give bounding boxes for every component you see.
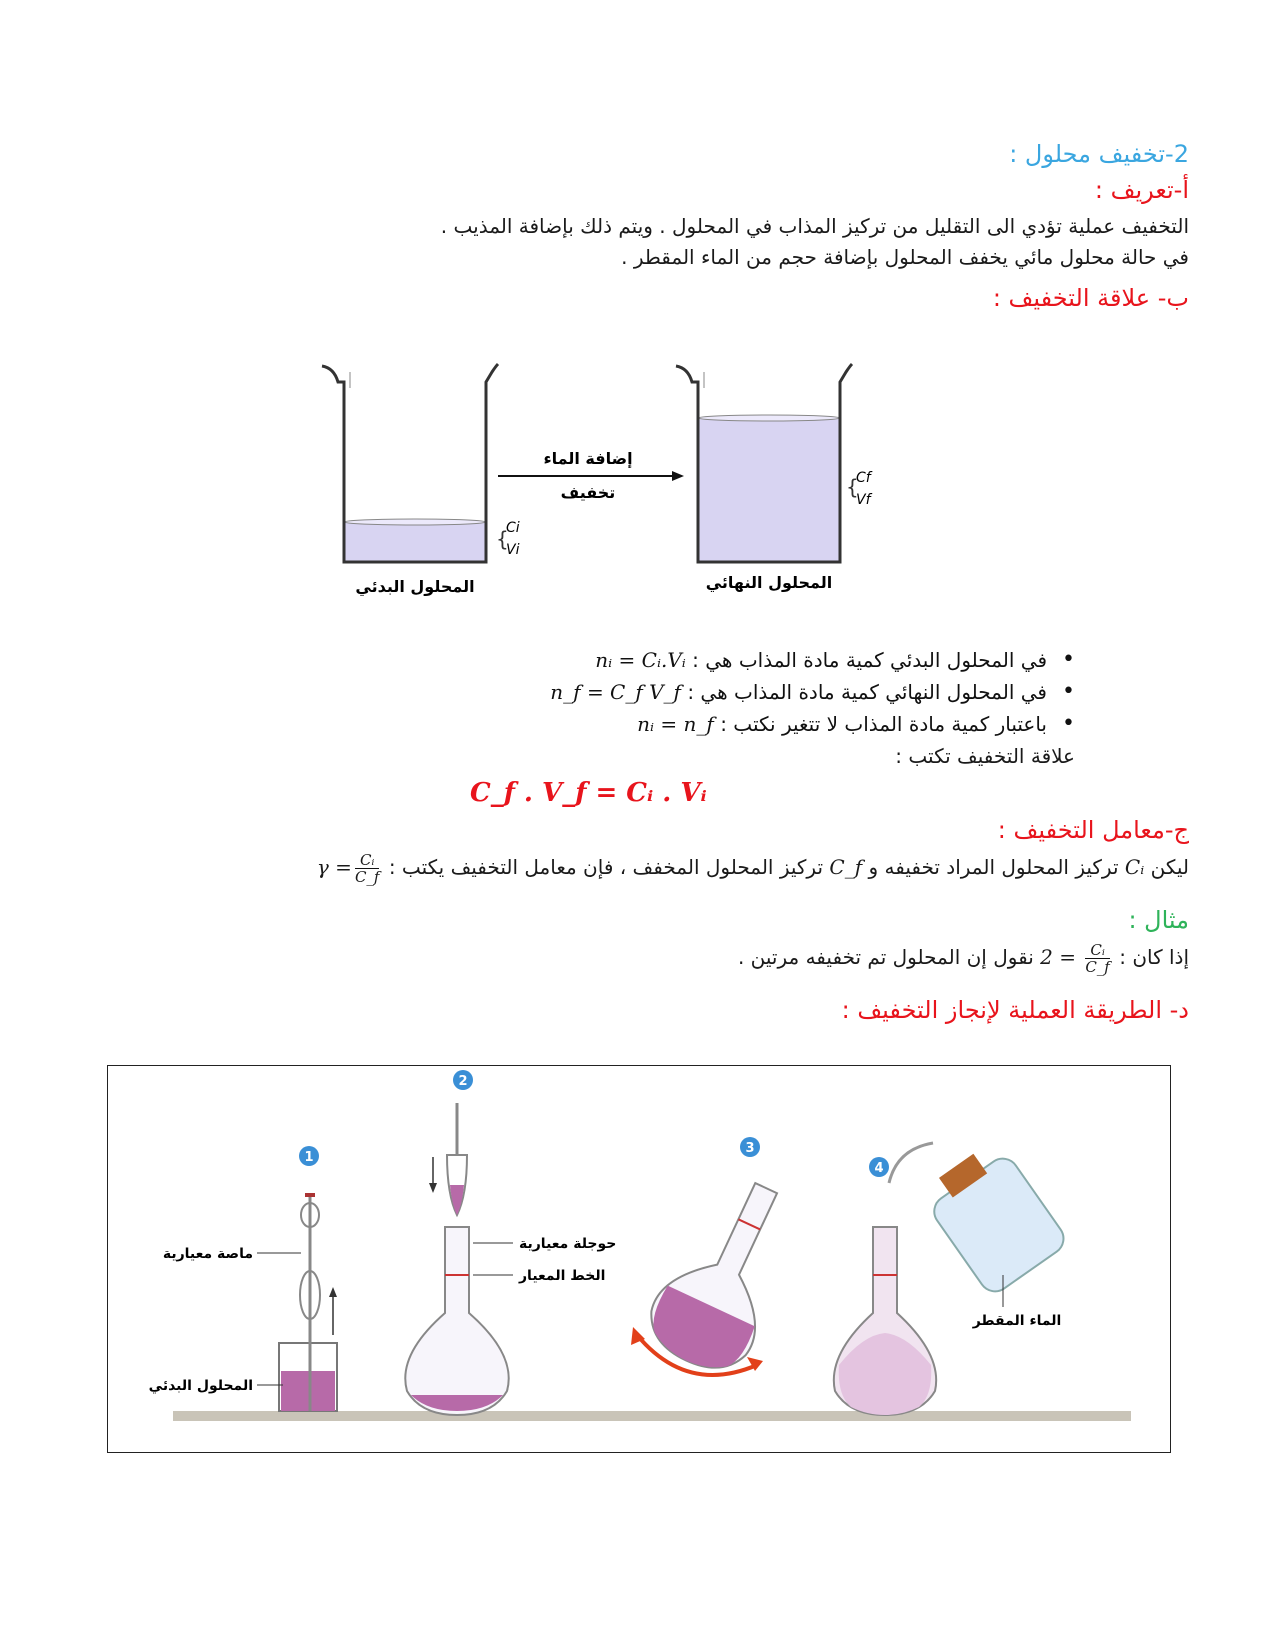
step-4-badge: 4 (874, 1161, 884, 1176)
step-1-pipette-and-beaker (149, 1146, 337, 1411)
step-3-badge: 3 (745, 1141, 755, 1156)
flask-label: حوجلة معيارية (519, 1236, 617, 1252)
pipette-label: ماصة معيارية (162, 1246, 253, 1262)
svg-text:{: { (496, 527, 509, 551)
solute-amount-list (550, 644, 1075, 740)
initial-solution-method-label: المحلول البدئي (148, 1378, 253, 1394)
section-title: 2-تخفيف محلول : (1009, 140, 1189, 168)
list-item: • باعتبار كمية مادة المذاب لا تتغير نكتب : nᵢ = n_f (550, 708, 1075, 740)
mark-label: الخط المعيار (519, 1268, 606, 1284)
step-1-badge: 1 (304, 1150, 314, 1165)
list-item: • في المحلول النهائي كمية مادة المذاب هي : n_f = C_f V_f (550, 676, 1075, 708)
dilution-formula: C_f . V_f = Cᵢ . Vᵢ (470, 778, 707, 808)
step-2-badge: 2 (458, 1074, 468, 1089)
factor-text: ليكن Cᵢ تركيز المحلول المراد تخفيفه و C_f تركيز المحلول المخفف ، فإن معامل التخفيف يكتب : γ = $\frac{\text{Cᵢ}}{C\_f}$ (316, 851, 1189, 886)
relation-text: علاقة التخفيف تكتب : (895, 744, 1075, 768)
step-2-volumetric-flask (405, 1070, 616, 1415)
definition-heading: أ-تعريف : (1094, 176, 1189, 204)
dilution-beakers-diagram (320, 360, 880, 620)
definition-line-1: التخفيف عملية تؤدي الى التقليل من تركيز المذاب في المحلول . ويتم ذلك بإضافة المذيب . (440, 214, 1189, 238)
initial-solution-label: المحلول البدئي (355, 577, 475, 596)
bench (173, 1411, 1131, 1421)
relation-heading: ب- علاقة التخفيف : (992, 284, 1189, 312)
arrow-label-bottom: تخفيف (560, 483, 616, 502)
method-diagram (107, 1065, 1171, 1453)
gamma-expression: γ = $\frac{\text{Cᵢ}}{C\_f}$ (316, 851, 380, 886)
list-item: • في المحلول البدئي كمية مادة المذاب هي : nᵢ = Cᵢ.Vᵢ (550, 644, 1075, 676)
initial-beaker (322, 364, 498, 562)
water-label: الماء المقطر (972, 1313, 1062, 1329)
ci-label: Ci (506, 520, 520, 536)
final-liquid (698, 418, 840, 562)
method-heading: د- الطريقة العملية لإنجاز التخفيف : (841, 996, 1189, 1024)
vi-label: Vi (506, 542, 520, 558)
step-4-adding-water (834, 1138, 1070, 1415)
cf-label: Cf (856, 470, 871, 486)
final-solution-label: المحلول النهائي (705, 573, 833, 592)
vf-label: Vf (856, 492, 871, 508)
step-3-shaking-flask (631, 1137, 814, 1383)
factor-heading: ج-معامل التخفيف : (997, 816, 1189, 844)
example-text: إذا كان : 2 = $\frac{\text{Cᵢ}}{C\_f}$ نقول إن المحلول تم تخفيفه مرتين . (737, 941, 1189, 976)
arrow-label-top: إضافة الماء (543, 449, 633, 468)
definition-line-2: في حالة محلول مائي يخفف المحلول بإضافة حجم من الماء المقطر . (621, 245, 1189, 269)
svg-text:{: { (846, 475, 859, 499)
final-beaker (676, 364, 852, 562)
initial-liquid (344, 522, 486, 562)
example-heading: مثال : (1128, 906, 1189, 934)
